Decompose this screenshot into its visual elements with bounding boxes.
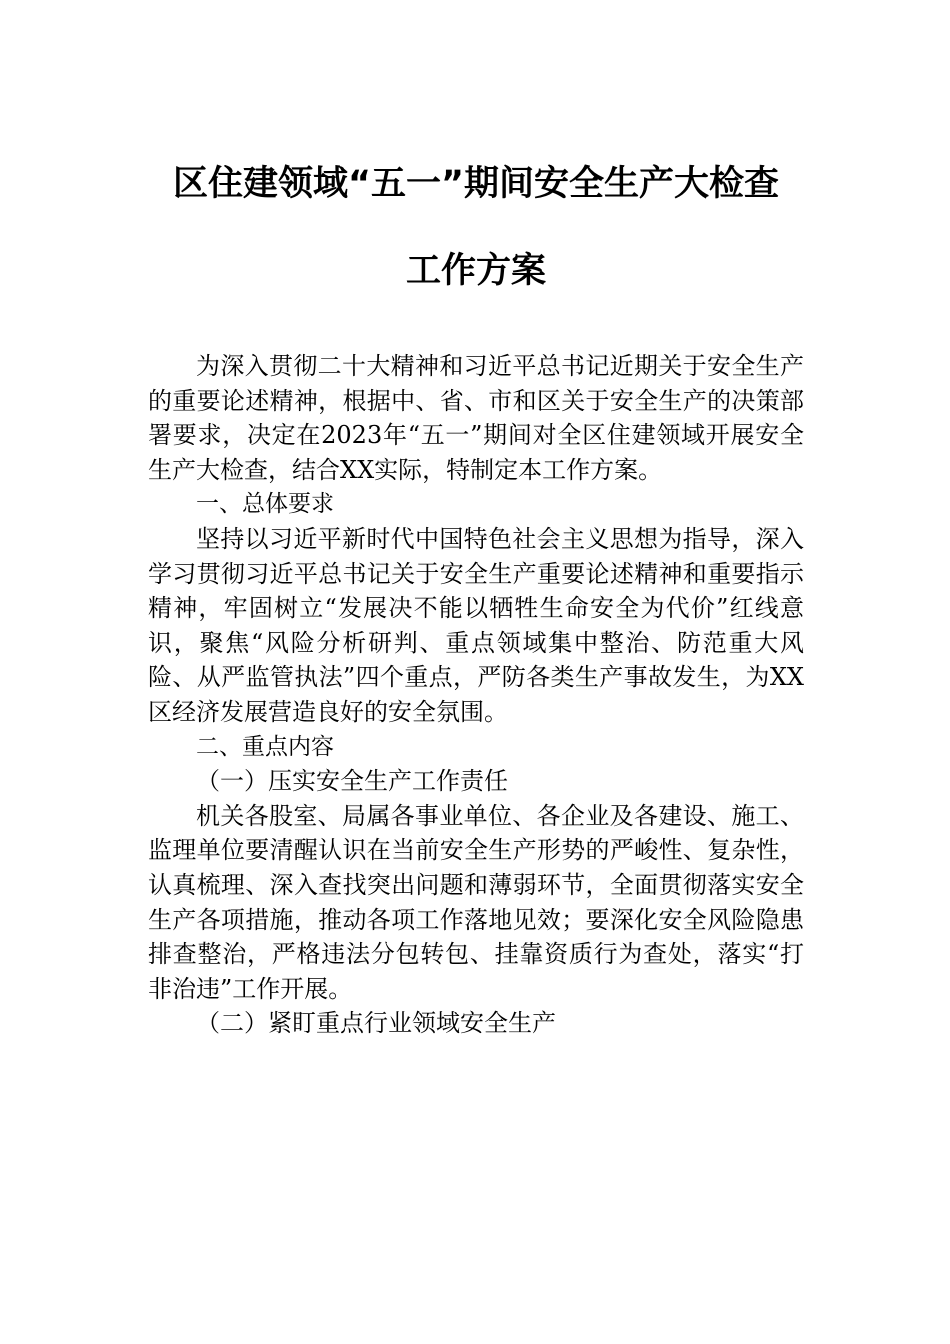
section-1-paragraph: 坚持以习近平新时代中国特色社会主义思想为指导，深入学习贯彻习近平总书记关于安全生产重要论述精神和重要指示精神，牢固树立“发展决不能以牺牲生命安全为代价”红线意识，聚焦“风险分析研判、重点领域集中整治、防范重大风险、从严监管执法”四个重点，严防各类生产事故发生，为XX区经济发展营造良好的安全氛围。	[148, 524, 804, 726]
section-2-heading: 二、重点内容	[196, 733, 334, 760]
subsection-1-paragraph: 机关各股室、局属各事业单位、各企业及各建设、施工、监理单位要清醒认识在当前安全生产形势的严峻性、复杂性，认真梳理、深入查找突出问题和薄弱环节，全面贯彻落实安全生产各项措施，推动各项工作落地见效；要深化安全风险隐患排查整治，严格违法分包转包、挂靠资质行为查处，落实“打非治违”工作开展。	[148, 801, 804, 1003]
subsection-1-heading: （一）压实安全生产工作责任	[196, 767, 508, 796]
document-title-line-2: 工作方案	[405, 251, 546, 291]
section-1-heading: 一、总体要求	[196, 491, 334, 518]
document-body	[148, 349, 804, 1041]
intro-paragraph: 为深入贯彻二十大精神和习近平总书记近期关于安全生产的重要论述精神，根据中、省、市和区关于安全生产的决策部署要求，决定在2023年“五一”期间对全区住建领域开展安全生产大检查，结合XX实际，特制定本工作方案。	[148, 352, 804, 484]
document-page	[148, 0, 804, 1041]
subsection-2-heading: （二）紧盯重点行业领域安全生产	[196, 1009, 556, 1038]
document-title-line-1: 区住建领域“五一”期间安全生产大检查	[172, 164, 779, 204]
